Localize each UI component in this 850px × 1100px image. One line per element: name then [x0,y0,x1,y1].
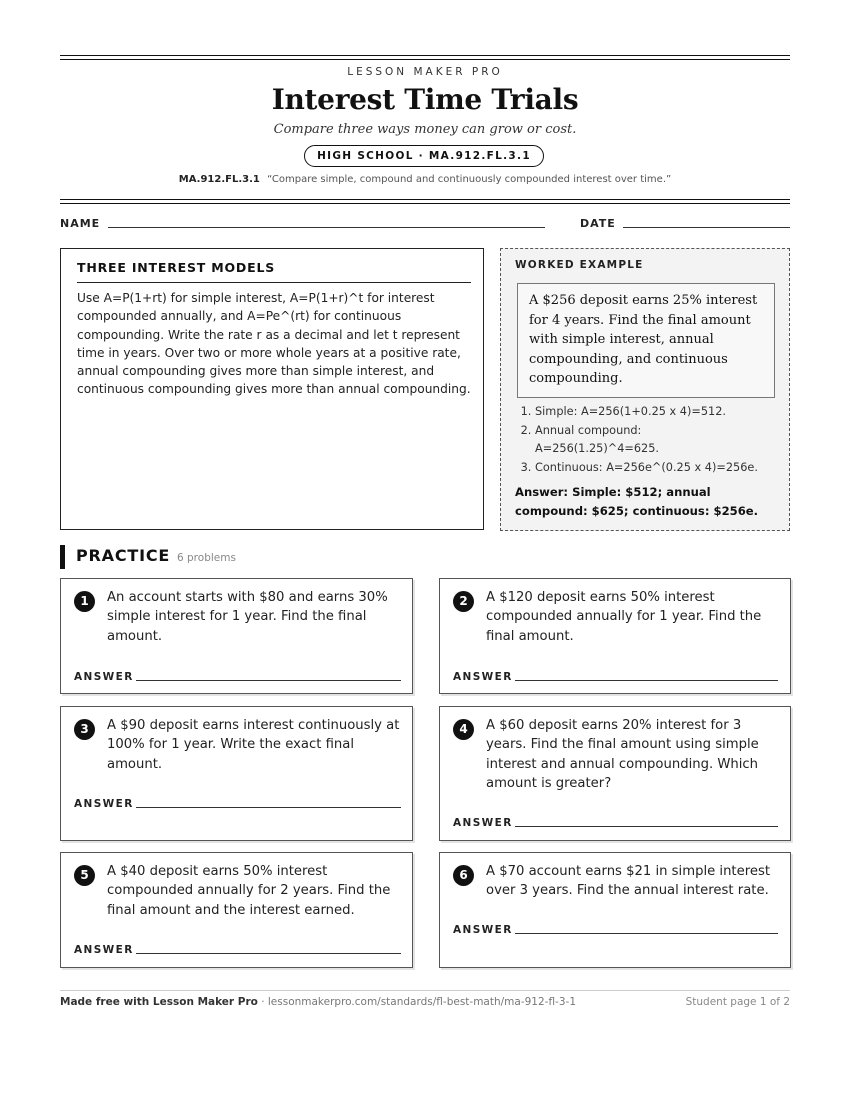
answer-label: ANSWER [74,944,134,956]
problem-text: A $60 deposit earns 20% interest for 3 years. Find the final amount using simple interest and annual compounding. Which amount is greater? [486,718,759,791]
problem-card-1 [60,578,413,694]
date-label: DATE [580,217,616,230]
answer-field[interactable] [136,953,401,954]
problem-card-5 [60,852,413,968]
problem-number: 3 [74,719,95,740]
top-rule-thin [60,59,790,60]
footer-page-number: Student page 1 of 2 [685,996,790,1008]
problem-text: An account starts with $80 and earns 30% simple interest for 1 year. Find the final amount. [107,590,388,644]
worked-example-step: 3. Continuous: A=256e^(0.25 x 4)=256e. [535,459,801,478]
date-field[interactable] [623,227,790,228]
problem-card-3 [60,706,413,841]
answer-field[interactable] [515,680,778,681]
page-title: Interest Time Trials [271,83,579,116]
practice-title: PRACTICE [76,546,171,565]
grade-standard-badge: HIGH SCHOOL · MA.912.FL.3.1 [304,145,544,167]
answer-field[interactable] [515,933,778,934]
footer-made-with: Made free with Lesson Maker Pro [60,996,258,1008]
worked-example-step: 1. Simple: A=256(1+0.25 x 4)=512. [535,403,801,422]
standard-code: MA.912.FL.3.1 [178,174,260,185]
name-label: NAME [60,217,101,230]
header-bottom-rule [60,199,790,200]
worked-example-box [500,248,790,531]
problem-number: 4 [453,719,474,740]
models-title: THREE INTEREST MODELS [77,260,276,275]
problem-number: 2 [453,591,474,612]
worked-example-title: WORKED EXAMPLE [515,259,644,271]
name-field[interactable] [108,227,545,228]
problem-card-4 [439,706,791,841]
footer-url[interactable]: · lessonmakerpro.com/standards/fl-best-math/ma-912-fl-3-1 [257,996,576,1008]
problem-text: A $120 deposit earns 50% interest compounded annually for 1 year. Find the final amount. [486,590,762,644]
answer-label: ANSWER [453,817,513,829]
top-rule [60,55,790,56]
answer-field[interactable] [136,807,401,808]
worked-example-answer: Answer: Simple: $512; annual compound: $625; continuous: $256e. [515,485,759,518]
worked-example-problem: A $256 deposit earns 25% interest for 4 years. Find the final amount with simple interest, annual compounding, and continuous compounding. [517,283,775,398]
worked-example-step: 2. Annual compound: A=256(1.25)^4=625. [535,422,801,459]
answer-field[interactable] [136,680,401,681]
models-body: Use A=P(1+rt) for simple interest, A=P(1+r)^t for interest compounded annually, and A=Pe^(rt) for continuous compounding. Write the rate r as a decimal and let t represent time in years. Over two or more whole years at a positive rate, annual compounding gives more than simple interest, and continuous compounding gives more than annual compounding. [77,291,471,397]
standard-line [0,174,850,185]
problem-number: 6 [453,865,474,886]
answer-label: ANSWER [74,798,134,810]
models-title-rule [77,282,471,283]
worked-example-steps [515,403,801,477]
answer-field[interactable] [515,826,778,827]
practice-count: 6 problems [177,552,236,564]
problem-text: A $90 deposit earns interest continuously at 100% for 1 year. Write the exact final amount. [107,718,400,772]
answer-label: ANSWER [453,671,513,683]
practice-accent-bar [60,545,65,569]
problem-text: A $70 account earns $21 in simple interest over 3 years. Find the annual interest rate. [486,864,771,899]
footer-rule [60,990,790,991]
footer-credit [60,996,576,1008]
problem-number: 1 [74,591,95,612]
problem-card-2 [439,578,791,694]
problem-number: 5 [74,865,95,886]
brand-label: LESSON MAKER PRO [347,66,503,78]
problem-text: A $40 deposit earns 50% interest compounded annually for 2 years. Find the final amount and the interest earned. [107,864,391,918]
page-subtitle: Compare three ways money can grow or cost. [273,122,577,137]
answer-label: ANSWER [453,924,513,936]
standard-text: “Compare simple, compound and continuously compounded interest over time.” [267,174,672,185]
header-bottom-rule-thin [60,203,790,204]
answer-label: ANSWER [74,671,134,683]
interest-models-box [60,248,484,530]
problem-card-6 [439,852,791,968]
